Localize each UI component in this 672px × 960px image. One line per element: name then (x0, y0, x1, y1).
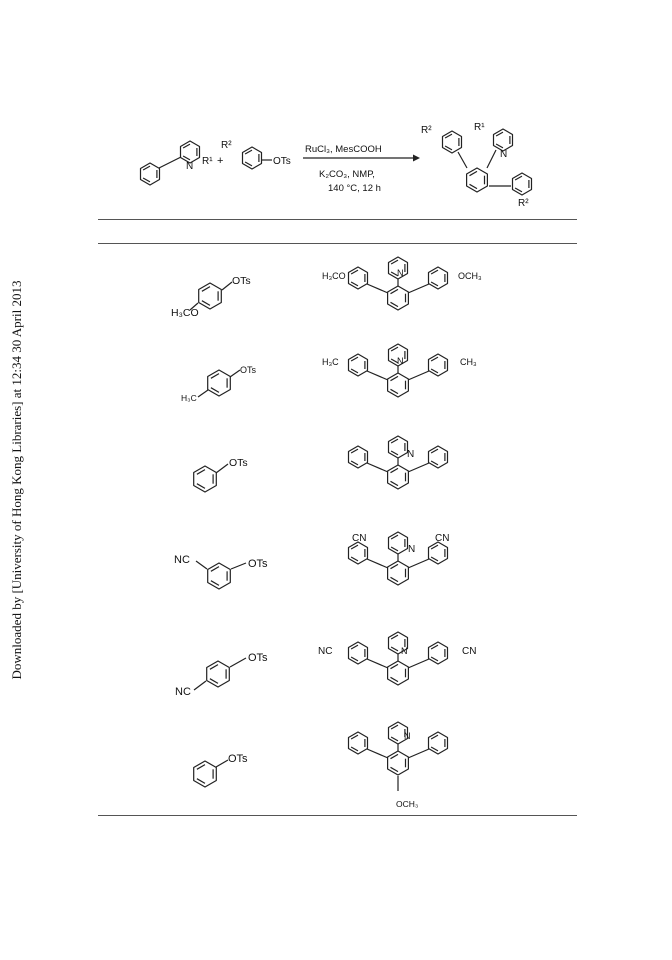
row4-product-core-left-bond (367, 559, 388, 568)
row6-product-methoxy: OCH₃ (396, 799, 419, 809)
row1-product-right-group: OCH₃ (458, 271, 482, 281)
row5-product-core-left-bond (367, 659, 388, 668)
row4-substrate-cn-bond (196, 561, 207, 569)
structure-drawings (141, 129, 532, 791)
download-note-text: Downloaded by [University of Hong Kong Libraries] at 12:34 30 April 2013 (9, 280, 24, 680)
row5-substrate-ots-bond (230, 658, 246, 667)
row4-product-right-cn: CN (435, 533, 450, 544)
row6-product-core-left-bond (367, 749, 388, 758)
scheme-r2-label: R² (221, 140, 232, 151)
product-core-pyridine-bond (487, 150, 496, 168)
row2-product-core-right-bond (408, 371, 429, 380)
row1-product-core-right-bond (408, 284, 429, 293)
row1-substrate-ots-bond (222, 282, 232, 290)
row2-product-core-left-bond (367, 371, 388, 380)
scheme-biaryl-bond (159, 157, 181, 168)
product-r1-label: R¹ (474, 122, 485, 133)
row5-substrate-cn-bond (194, 681, 206, 690)
reaction-arrow-head (413, 155, 420, 162)
row2-substrate-ots: OTs (240, 365, 257, 375)
product-r2-bottom: R² (518, 198, 529, 209)
row3-substrate-ots-bond (216, 464, 228, 473)
row2-substrate-ots-bond (230, 370, 240, 377)
scheme-ots-label: OTs (273, 156, 291, 167)
row1-product-core-left-bond (367, 284, 388, 293)
product-n-atom: N (500, 149, 508, 160)
reagent-line-1: RuCl₃, MesCOOH (305, 144, 382, 155)
product-r2-top: R² (421, 125, 432, 136)
row5-substrate-nitrile: NC (175, 686, 191, 698)
row1-substrate-ots: OTs (232, 275, 251, 287)
scheme-plus: + (217, 155, 224, 167)
scheme-r1-label: R¹ (202, 156, 213, 167)
row2-product-left-group: H₃C (322, 357, 339, 367)
reagent-line-2: K₂CO₃, NMP, (319, 169, 375, 180)
row3-product-core-right-bond (408, 463, 429, 472)
row4-substrate-ots-bond (231, 563, 246, 569)
row4-product-n-atom: N (408, 544, 416, 555)
row5-product-left-cn: NC (318, 646, 333, 657)
row3-substrate-ots: OTs (229, 457, 248, 469)
row6-substrate-ots-bond (216, 760, 228, 767)
row2-substrate-methyl: H₃C (181, 393, 197, 403)
row4-substrate-ots: OTs (248, 558, 268, 570)
row1-product-n-atom: N (397, 268, 404, 278)
row2-substrate-me-bond (198, 390, 208, 397)
row1-substrate-methoxy: H₃CO (171, 307, 199, 319)
row5-product-core-right-bond (408, 659, 429, 668)
product-core-aryl-bond (458, 152, 467, 168)
reagent-line-3: 140 °C, 12 h (328, 183, 381, 194)
scheme-n-atom: N (186, 161, 194, 172)
row5-product-right-cn: CN (462, 646, 477, 657)
row4-substrate-nitrile: NC (174, 554, 190, 566)
row4-product-core-right-bond (408, 559, 429, 568)
row4-product-left-cn: CN (352, 533, 367, 544)
row3-product-core-left-bond (367, 463, 388, 472)
row6-product-n-atom: N (404, 731, 411, 741)
row1-product-left-group: H₃CO (322, 271, 346, 281)
row6-product-core-right-bond (408, 749, 429, 758)
row6-substrate-ots: OTs (228, 753, 248, 765)
row3-product-n-atom: N (407, 449, 415, 460)
row2-product-right-group: CH₃ (460, 357, 477, 367)
row5-product-n-atom: N (401, 646, 408, 656)
row5-substrate-ots: OTs (248, 652, 268, 664)
row2-product-n-atom: N (397, 356, 404, 366)
